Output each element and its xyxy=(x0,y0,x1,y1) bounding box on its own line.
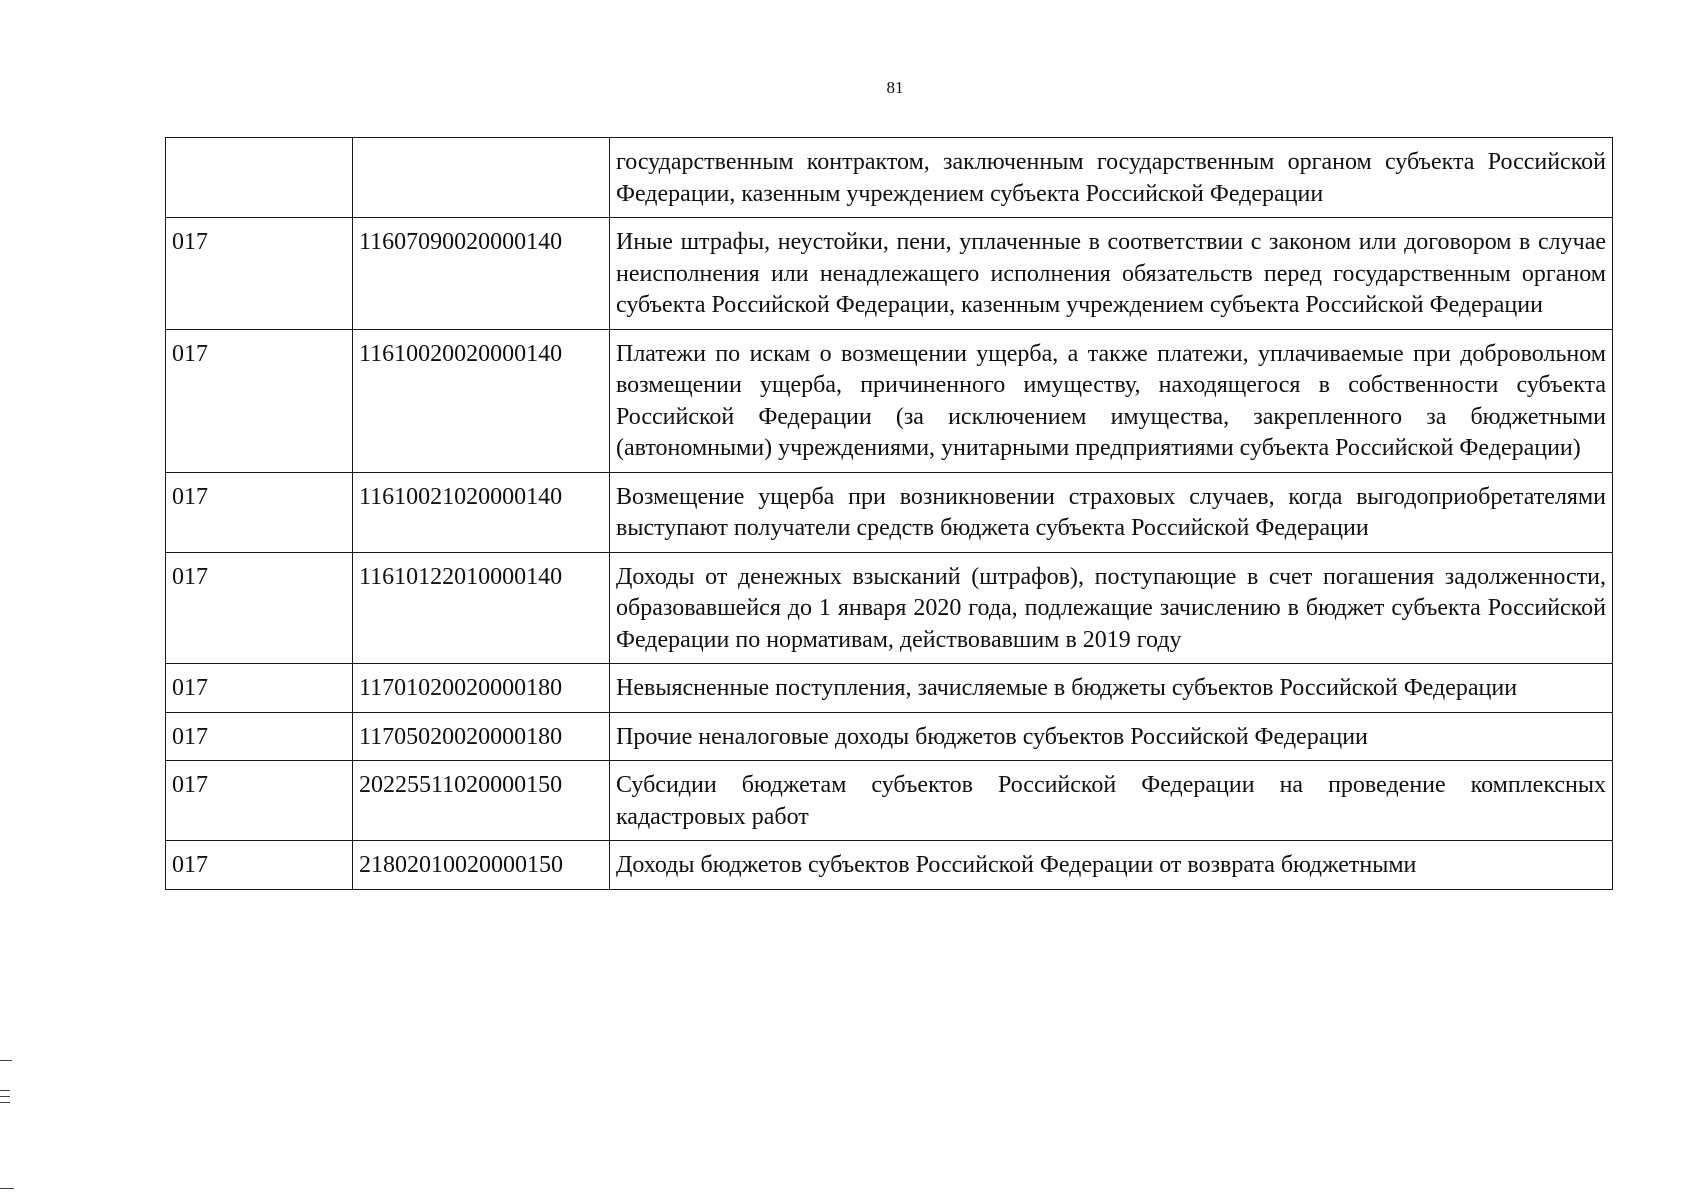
revenue-codes-table xyxy=(165,137,1613,890)
description-cell: государственным контрактом, заключенным государственным органом субъекта Российской Федерации, казенным учреждением субъекта Российской Федерации xyxy=(610,138,1613,218)
description-cell: Платежи по искам о возмещении ущерба, а также платежи, уплачиваемые при добровольном возмещении ущерба, причиненного имуществу, находящегося в собственности субъекта Российской Федерации (за исключением имущества, закрепленного за бюджетными (автономными) учреждениями, унитарными предприятиями субъекта Российской Федерации) xyxy=(610,329,1613,472)
table-row xyxy=(166,712,1613,761)
budget-code-cell: 11607090020000140 xyxy=(353,218,610,330)
page-number: 81 xyxy=(886,78,904,97)
table-row xyxy=(166,472,1613,552)
admin-code-cell: 017 xyxy=(166,552,353,664)
admin-code-cell: 017 xyxy=(166,712,353,761)
budget-code-cell: 11701020020000180 xyxy=(353,664,610,713)
budget-code-cell: 11610021020000140 xyxy=(353,472,610,552)
budget-code-cell: 20225511020000150 xyxy=(353,761,610,841)
description-cell: Иные штрафы, неустойки, пени, уплаченные в соответствии с законом или договором в случае неисполнения или ненадлежащего исполнения обязательств перед государственным органом субъекта Российской Федерации, казенным учреждением субъекта Российской Федерации xyxy=(610,218,1613,330)
admin-code-cell xyxy=(166,138,353,218)
table-row xyxy=(166,664,1613,713)
admin-code-cell: 017 xyxy=(166,329,353,472)
description-cell: Прочие неналоговые доходы бюджетов субъектов Российской Федерации xyxy=(610,712,1613,761)
budget-code-cell: 11705020020000180 xyxy=(353,712,610,761)
table-row xyxy=(166,761,1613,841)
table-row xyxy=(166,552,1613,664)
budget-code-cell: 11610020020000140 xyxy=(353,329,610,472)
table-row xyxy=(166,329,1613,472)
description-cell: Субсидии бюджетам субъектов Российской Федерации на проведение комплексных кадастровых работ xyxy=(610,761,1613,841)
budget-code-cell: 21802010020000150 xyxy=(353,841,610,890)
budget-code-cell xyxy=(353,138,610,218)
budget-code-cell: 11610122010000140 xyxy=(353,552,610,664)
description-cell: Доходы бюджетов субъектов Российской Федерации от возврата бюджетными xyxy=(610,841,1613,890)
table-row xyxy=(166,138,1613,218)
description-cell: Возмещение ущерба при возникновении страховых случаев, когда выгодоприобретателями выступают получатели средств бюджета субъекта Российской Федерации xyxy=(610,472,1613,552)
description-cell: Невыясненные поступления, зачисляемые в бюджеты субъектов Российской Федерации xyxy=(610,664,1613,713)
admin-code-cell: 017 xyxy=(166,218,353,330)
admin-code-cell: 017 xyxy=(166,472,353,552)
description-cell: Доходы от денежных взысканий (штрафов), поступающие в счет погашения задолженности, образовавшейся до 1 января 2020 года, подлежащие зачислению в бюджет субъекта Российской Федерации по нормативам, действовавшим в 2019 году xyxy=(610,552,1613,664)
table-row xyxy=(166,841,1613,890)
admin-code-cell: 017 xyxy=(166,841,353,890)
admin-code-cell: 017 xyxy=(166,664,353,713)
table-row xyxy=(166,218,1613,330)
admin-code-cell: 017 xyxy=(166,761,353,841)
